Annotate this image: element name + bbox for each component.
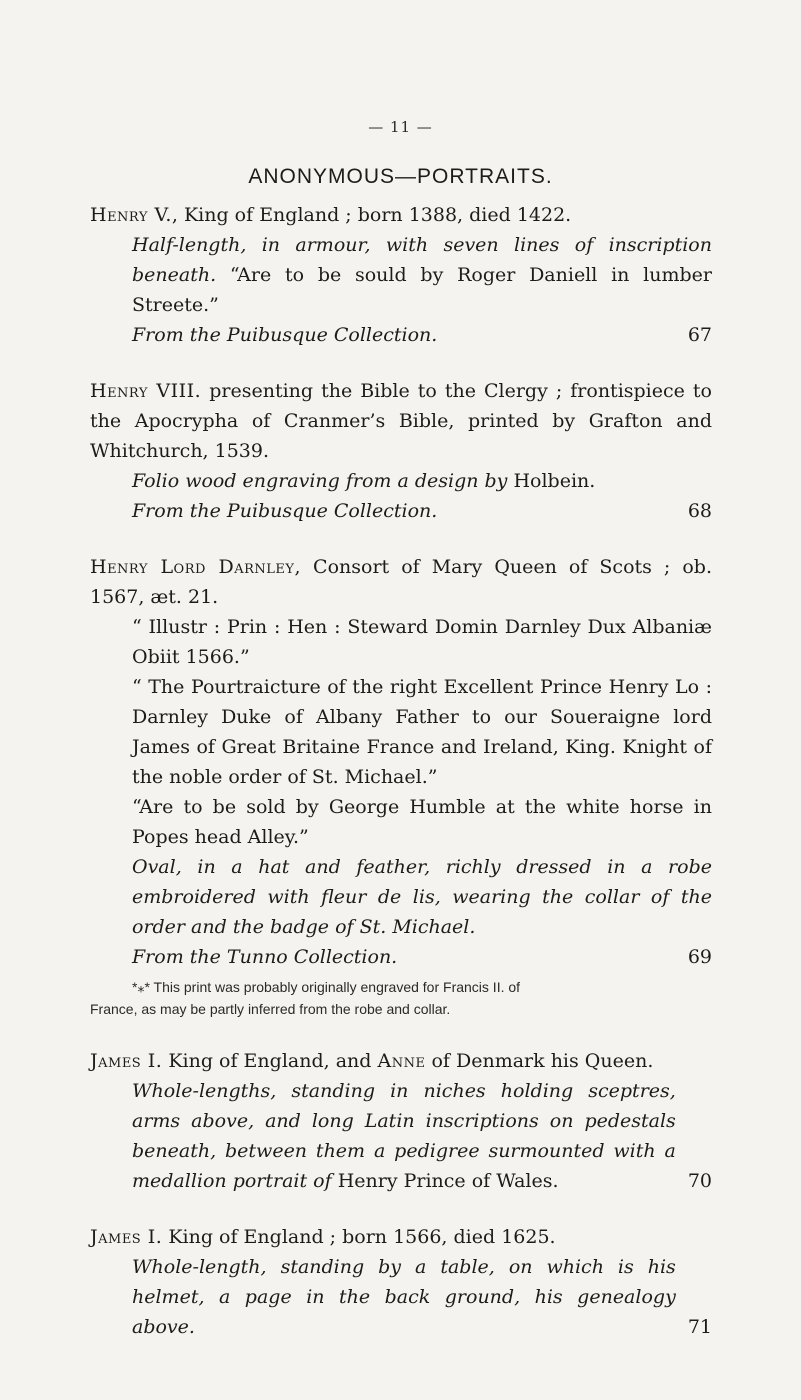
entry-subject: James I. [90,1050,163,1072]
entry-number: 69 [687,946,712,968]
entry-source-line [132,1252,712,1342]
entry-description-plain: Henry Prince of Wales. [331,1170,559,1192]
entry-footnote [90,976,712,1020]
entry-source-line [132,1076,712,1196]
page-number: — 11 — [368,118,433,136]
entry-source-line [132,320,712,350]
entry-heading [90,1222,712,1252]
entry-description: Whole-lengths, standing in niches holding sceptres, arms above, and long Latin inscriptions on pedestals beneath, between them a pedigree surmounted with a medallion portrait of [132,1080,676,1192]
catalogue-entry [90,376,712,526]
entry-inscription: “Are to be sould by Roger Daniell in lumber Streete.” [132,264,712,316]
entry-source: From the Puibusque Collection. [132,324,438,346]
entry-subject: Henry Lord Darnley, [90,556,301,578]
entry-subject: Henry V. [90,204,172,226]
entry-heading-text: , King of England ; born 1388, died 1422. [171,204,572,226]
catalogue-entry [90,1046,712,1196]
entry-body [90,1076,712,1196]
catalogue-entry [90,552,712,1020]
entry-number: 67 [687,324,712,346]
entry-number: 71 [687,1316,712,1338]
section-title: ANONYMOUS—PORTRAITS. [248,165,553,188]
entry-description: Whole-length, standing by a table, on which is his helmet, a page in the back ground, his genealogy above. [132,1256,676,1338]
entry-subject-second: Anne [377,1050,426,1072]
entry-subject: James I. [90,1226,163,1248]
entry-body [90,1252,712,1342]
entry-body [90,466,712,526]
entry-source: From the Tunno Collection. [132,946,398,968]
footnote-mark: *⁎* [132,979,150,995]
entry-body [90,230,712,350]
entry-description: Oval, in a hat and feather, richly dressed in a robe embroidered with fleur de lis, wearing the collar of the order and the badge of St. Michael. [132,856,712,938]
entry-description-artist: Holbein. [507,470,596,492]
entry-description: Half-length, in armour, with seven lines of inscription beneath. [132,234,712,286]
entry-subject: Henry VIII. [90,380,202,402]
entry-heading [90,376,712,466]
entry-heading [90,200,712,230]
entry-number: 68 [687,500,712,522]
entry-source-line [132,942,712,972]
entry-source-line [132,496,712,526]
entry-description: Folio wood engraving from a design by [132,470,508,492]
footnote-text: This print was probably originally engraved for Francis II. of [149,979,521,995]
catalogue-entry [90,200,712,350]
entry-heading-text-end: of Denmark his Queen. [425,1050,654,1072]
entry-quote: “ Illustr : Prin : Hen : Steward Domin Darnley Dux Albaniæ Obiit 1566.” [132,616,712,668]
entry-quote: “ The Pourtraicture of the right Excellent Prince Henry Lo : Darnley Duke of Albany Father to our Soueraigne lord James of Great Britaine France and Ireland, King. Knight of the noble order of St. Michael.” [132,676,712,788]
entry-heading [90,552,712,612]
catalogue-entry [90,1222,712,1342]
entry-heading-text: presenting the Bible to the Clergy ; frontispiece to the Apocrypha of Cranmer’s Bible, printed by Grafton and Whitchurch, 1539. [90,380,712,462]
catalogue-entries [90,200,712,1368]
entry-quote: “Are to be sold by George Humble at the white horse in Popes head Alley.” [132,796,712,848]
entry-body [90,612,712,972]
entry-source: From the Puibusque Collection. [132,500,438,522]
entry-number: 70 [687,1170,712,1192]
entry-heading [90,1046,712,1076]
footnote-text-continued: France, as may be partly inferred from the robe and collar. [90,1001,451,1017]
entry-heading-text: King of England, and [162,1050,378,1072]
entry-heading-text: King of England ; born 1566, died 1625. [162,1226,556,1248]
entry-heading-text: Consort of Mary Queen of Scots ; ob. 1567, æt. 21. [90,556,713,608]
